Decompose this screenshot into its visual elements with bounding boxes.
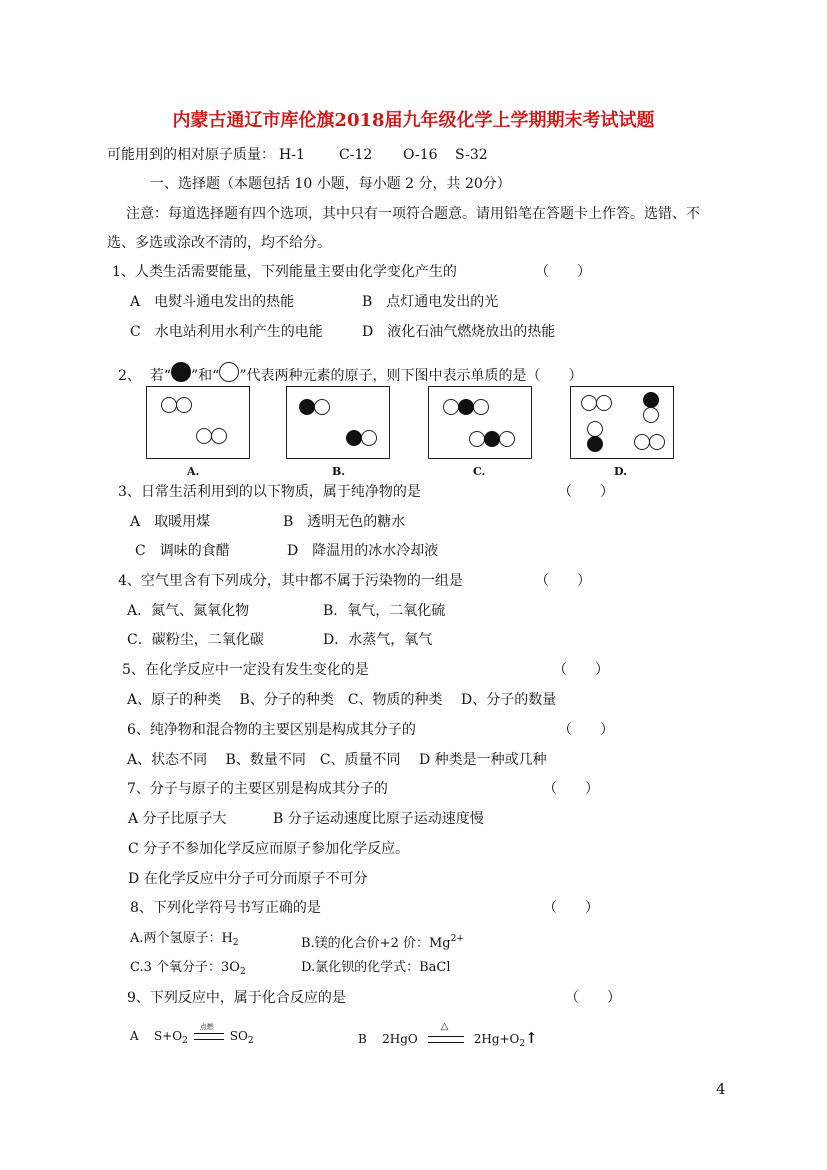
q8-stem: 8、下列化学符号书写正确的是	[130, 900, 321, 916]
white-atom-icon	[473, 399, 489, 415]
white-atom-icon	[196, 428, 212, 444]
q4-option-a: A．氮气、氮氧化物	[127, 603, 250, 619]
q9-option-a	[130, 1023, 254, 1046]
q7-options-ab: A 分子比原子大 B 分子运动速度比原子运动速度慢	[128, 811, 484, 827]
section-heading: 一、选择题（本题包括 10 小题，每小题 2 分，共 20分）	[150, 176, 511, 192]
q3-bracket: （ ）	[558, 484, 614, 500]
subscript: 2	[182, 1036, 188, 1046]
q4-option-c: C．碳粉尘，二氧化碳	[127, 632, 264, 648]
notice-line-2: 选、多选或涂改不清的，均不给分。	[107, 235, 331, 251]
notice-line-1: 注意：每道选择题有四个选项，其中只有一项符合题意。请用铅笔在答题卡上作答。选错、不	[126, 206, 700, 222]
diagram-box-a	[146, 386, 250, 459]
white-atom-icon	[634, 434, 650, 450]
q2-number: 2、	[118, 368, 141, 384]
q4-bracket: （ ）	[535, 573, 591, 589]
white-atom-icon	[361, 430, 377, 446]
subscript: 2	[247, 1036, 254, 1046]
white-atom-icon	[596, 395, 612, 411]
diagram-box-b	[286, 386, 390, 459]
white-atom-icon	[499, 431, 515, 447]
q7-bracket: （ ）	[543, 781, 599, 797]
diagram-label-c: C.	[473, 465, 486, 478]
q4-option-d: D．水蒸气，氧气	[323, 632, 433, 648]
q8-bracket: （ ）	[543, 900, 599, 916]
black-atom-icon	[484, 431, 500, 447]
q1-option-b: B 点灯通电发出的光	[362, 294, 499, 310]
q5-bracket: （ ）	[553, 662, 609, 678]
mass-c: C-12	[339, 147, 373, 163]
q1-bracket: （ ）	[535, 264, 591, 280]
black-atom-icon	[643, 392, 659, 408]
diagram-box-d	[570, 386, 674, 459]
white-atom-icon	[176, 397, 192, 413]
diagram-box-c	[428, 386, 532, 459]
q2-text-3: ”代表两种元素的原子，则下图中表示单质的是（ ）	[239, 368, 583, 384]
reaction-condition: 点燃	[199, 1023, 214, 1031]
reactant: 2HgO	[382, 1032, 418, 1046]
mass-h: H-1	[279, 147, 305, 163]
black-atom-icon	[346, 430, 362, 446]
q3-option-a: A 取暖用煤	[130, 514, 211, 530]
q8-option-c	[130, 958, 246, 982]
q2-stem	[118, 362, 582, 386]
product: 2Hg+O	[473, 1032, 520, 1046]
q1-stem: 1、人类生活需要能量，下列能量主要由化学变化产生的	[112, 264, 457, 280]
black-atom-icon	[458, 399, 474, 415]
black-atom-icon	[299, 399, 315, 415]
equals-sign	[194, 1023, 224, 1040]
superscript: 2+	[450, 934, 464, 944]
subscript: 2	[239, 967, 246, 977]
q1-option-c: C 水电站利用水利产生的电能	[130, 324, 323, 340]
mass-o: O-16	[403, 147, 438, 163]
q2-text-2: ”和“	[191, 368, 220, 384]
diagram-label-b: B.	[332, 465, 346, 478]
q3-option-b: B 透明无色的糖水	[283, 514, 406, 530]
heat-triangle-icon: △	[440, 1021, 449, 1032]
white-atom-icon	[469, 431, 485, 447]
diagram-label-a: A.	[187, 465, 200, 478]
q6-bracket: （ ）	[558, 722, 614, 738]
q3-option-c: C 调味的食醋	[135, 543, 230, 559]
white-atom-icon	[643, 407, 659, 423]
q1-option-d: D 液化石油气燃烧放出的热能	[362, 324, 556, 340]
q3-option-d: D 降温用的冰水冷却液	[287, 543, 439, 559]
q9-stem: 9、下列反应中，属于化合反应的是	[127, 990, 346, 1006]
reactant: S+O	[153, 1029, 183, 1043]
q8-option-b-text: B.镁的化合价+2 价：Mg	[301, 936, 451, 951]
subscript: 2	[232, 938, 239, 948]
subscript: 2	[519, 1039, 526, 1049]
q8-option-a	[130, 929, 239, 953]
white-atom-icon	[314, 399, 330, 415]
black-atom-icon	[587, 436, 603, 452]
q8-option-c-text: C.3 个氧分子：3O	[130, 960, 240, 975]
q9-option-a-label: A	[130, 1029, 139, 1043]
atomic-mass-label: 可能用到的相对原子质量：	[107, 147, 275, 163]
q7-option-d: D 在化学反应中分子可分而原子不可分	[128, 871, 368, 887]
exam-title: 内蒙古通辽市库伦旗2018届九年级化学上学期期末考试试题	[172, 110, 655, 131]
equals-sign	[428, 1021, 464, 1043]
atomic-mass-line	[107, 145, 488, 165]
q8-option-d: D.氯化钡的化学式：BaCl	[301, 960, 451, 975]
white-atom-icon	[581, 395, 597, 411]
gas-arrow-icon: ↑	[525, 1029, 538, 1047]
q6-options: A、状态不同 B、数量不同 C、质量不同 D 种类是一种或几种	[127, 752, 547, 768]
q3-stem: 3、日常生活利用到的以下物质，属于纯净物的是	[118, 484, 421, 500]
white-atom-icon	[649, 434, 665, 450]
white-atom-icon	[211, 428, 227, 444]
q7-option-c: C 分子不参加化学反应而原子参加化学反应。	[128, 841, 410, 857]
page-number: 4	[716, 1080, 726, 1098]
q8-option-a-text: A.两个氢原子：H	[130, 931, 233, 946]
mass-s: S-32	[455, 147, 488, 163]
product: SO	[229, 1029, 248, 1043]
white-atom-icon	[587, 421, 603, 437]
q9-option-b	[358, 1021, 538, 1049]
q7-stem: 7、分子与原子的主要区别是构成其分子的	[127, 781, 388, 797]
q5-options: A、原子的种类 B、分子的种类 C、物质的种类 D、分子的数量	[127, 692, 557, 708]
q8-option-b	[301, 929, 464, 954]
q5-stem: 5、在化学反应中一定没有发生变化的是	[122, 662, 369, 678]
black-atom-icon	[171, 362, 191, 382]
q2-text-1: 若“	[149, 368, 171, 384]
q4-stem: 4、空气里含有下列成分，其中都不属于污染物的一组是	[118, 573, 463, 589]
white-atom-icon	[219, 362, 239, 382]
q4-option-b: B．氧气，二氧化硫	[323, 603, 446, 619]
q9-bracket: （ ）	[565, 990, 621, 1006]
q1-option-a: A 电熨斗通电发出的热能	[130, 294, 295, 310]
q6-stem: 6、纯净物和混合物的主要区别是构成其分子的	[127, 722, 416, 738]
white-atom-icon	[161, 397, 177, 413]
diagram-label-d: D.	[614, 465, 627, 478]
white-atom-icon	[443, 399, 459, 415]
q9-option-b-label: B	[358, 1032, 367, 1046]
